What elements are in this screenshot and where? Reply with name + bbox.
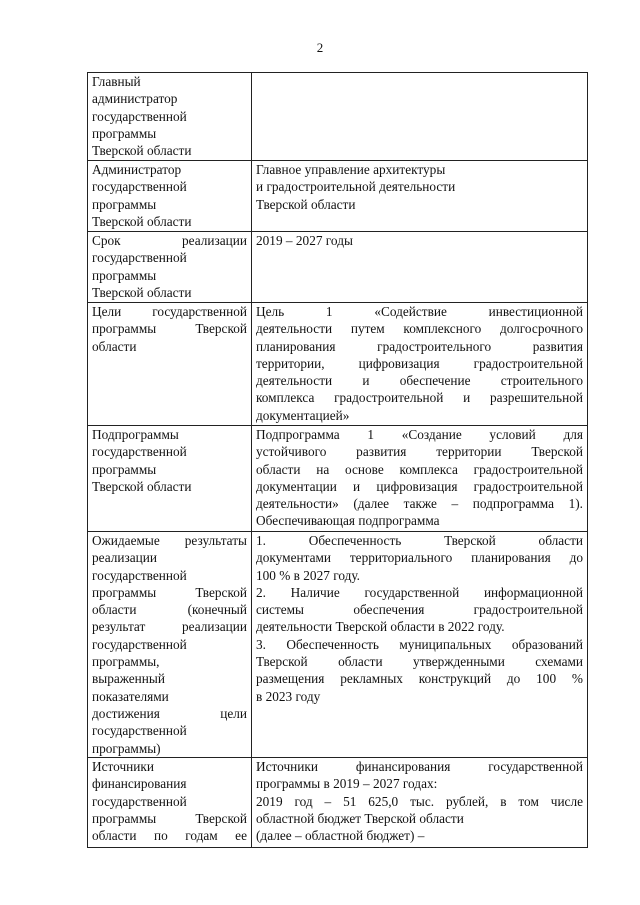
table-row — [88, 758, 588, 848]
row-value-line: 1. Обеспеченность Тверской области — [256, 533, 583, 548]
row-label-cell — [88, 232, 252, 303]
row-label-line: финансирования — [92, 776, 187, 792]
row-value-cell — [252, 232, 588, 303]
row-value-cell — [252, 73, 588, 161]
row-value-line: деятельности путем комплексного долгосрочного — [256, 321, 583, 337]
row-value-line: 2. Наличие государственной информационной — [256, 584, 583, 600]
row-value-line: Подпрограмма 1 «Создание условий для — [256, 427, 583, 442]
row-value-line: в 2023 году — [256, 688, 321, 704]
row-value-line: деятельности» (далее также – подпрограмма 1). — [256, 496, 583, 512]
row-label-line: показателями — [92, 688, 169, 704]
row-value-line: и градостроительной деятельности — [256, 179, 456, 195]
row-label-cell — [88, 73, 252, 161]
row-value-cell — [252, 426, 588, 532]
row-value-line: планирования градостроительного развития — [256, 338, 583, 354]
row-label-line: Срок реализации — [92, 233, 247, 248]
row-label-line: программы — [92, 196, 157, 212]
row-value-line: Главное управление архитектуры — [256, 162, 446, 177]
row-label-cell — [88, 303, 252, 426]
row-value-cell — [252, 532, 588, 758]
row-value-line: территории, цифровизация градостроительной — [256, 355, 583, 371]
row-value-line: деятельности и обеспечение строительного — [256, 373, 583, 389]
row-label-cell — [88, 758, 252, 848]
row-value-line: 2019 – 2027 годы — [256, 233, 353, 248]
row-label-line: администратор — [92, 91, 178, 107]
row-value-line: (далее – областной бюджет) – — [256, 828, 425, 844]
row-label-line: государственной — [92, 250, 187, 266]
row-value-line: 3. Обеспеченность муниципальных образований — [256, 636, 583, 652]
row-label-line: Главный — [92, 74, 141, 89]
row-label-line: программы Тверской — [92, 584, 247, 600]
row-label-line: программы Тверской — [92, 321, 247, 337]
table-row — [88, 232, 588, 303]
row-label-cell — [88, 426, 252, 532]
row-label-line: Источники — [92, 759, 154, 774]
row-label-line: достижения цели — [92, 705, 247, 721]
row-value-line: деятельности Тверской области в 2022 году. — [256, 619, 505, 635]
row-label-line: программы Тверской — [92, 810, 247, 826]
row-value-line: размещения рекламных конструкций до 100 % — [256, 671, 583, 687]
row-value-cell — [252, 161, 588, 232]
row-label-line: Ожидаемые результаты — [92, 533, 247, 548]
row-value-cell — [252, 758, 588, 848]
row-label-cell — [88, 161, 252, 232]
row-value-line: областной бюджет Тверской области — [256, 810, 464, 826]
row-value-line: 100 % в 2027 году. — [256, 567, 360, 583]
row-label-line: области — [92, 338, 137, 354]
row-value-line: Источники финансирования государственной — [256, 759, 583, 774]
row-label-line: программы) — [92, 740, 161, 756]
row-value-cell — [252, 303, 588, 426]
table-row — [88, 161, 588, 232]
row-value-line: документами территориального планирования до — [256, 550, 583, 566]
program-passport-table — [87, 72, 588, 848]
row-value-line: документацией» — [256, 407, 350, 423]
row-value-line: системы обеспечения градостроительной — [256, 602, 583, 618]
row-label-line: реализации — [92, 550, 157, 566]
row-label-line: государственной — [92, 793, 187, 809]
row-value-line: Тверской области утвержденными схемами — [256, 654, 583, 670]
row-label-line: Подпрограммы — [92, 427, 179, 442]
row-value-line: Обеспечивающая подпрограмма — [256, 513, 440, 529]
row-label-line: государственной — [92, 723, 187, 739]
row-label-line: Тверской области — [92, 478, 192, 494]
row-value-line: области на основе комплекса градостроительной — [256, 461, 583, 477]
row-label-line: программы — [92, 125, 157, 141]
row-value-line: документации и цифровизация градостроительной — [256, 478, 583, 494]
row-label-line: Тверской области — [92, 284, 192, 300]
row-label-line: Тверской области — [92, 213, 192, 229]
row-value-line: Тверской области — [256, 196, 356, 212]
row-label-line: программы — [92, 267, 157, 283]
table-row — [88, 426, 588, 532]
row-label-line: государственной — [92, 444, 187, 460]
row-value-line: Цель 1 «Содействие инвестиционной — [256, 304, 583, 319]
row-label-line: Администратор — [92, 162, 182, 177]
row-value-line: 2019 год – 51 625,0 тыс. рублей, в том числе — [256, 793, 583, 809]
row-label-line: государственной — [92, 108, 187, 124]
table-row — [88, 532, 588, 758]
row-label-line: государственной — [92, 179, 187, 195]
table-row — [88, 303, 588, 426]
row-label-line: Тверской области — [92, 143, 192, 159]
row-label-line: области по годам ее — [92, 828, 247, 844]
row-value-line: комплекса градостроительной и разрешительной — [256, 390, 583, 406]
table-row — [88, 73, 588, 161]
row-value-line: программы в 2019 – 2027 годах: — [256, 776, 438, 792]
page-number: 2 — [316, 40, 324, 55]
row-value-line: устойчивого развития территории Тверской — [256, 444, 583, 460]
row-label-cell — [88, 532, 252, 758]
row-label-line: программы — [92, 461, 157, 477]
row-label-line: программы, — [92, 654, 160, 670]
row-label-line: Цели государственной — [92, 304, 247, 319]
row-label-line: результат реализации — [92, 619, 247, 635]
row-label-line: области (конечный — [92, 602, 247, 618]
row-label-line: выраженный — [92, 671, 165, 687]
row-label-line: государственной — [92, 567, 187, 583]
row-label-line: государственной — [92, 636, 187, 652]
